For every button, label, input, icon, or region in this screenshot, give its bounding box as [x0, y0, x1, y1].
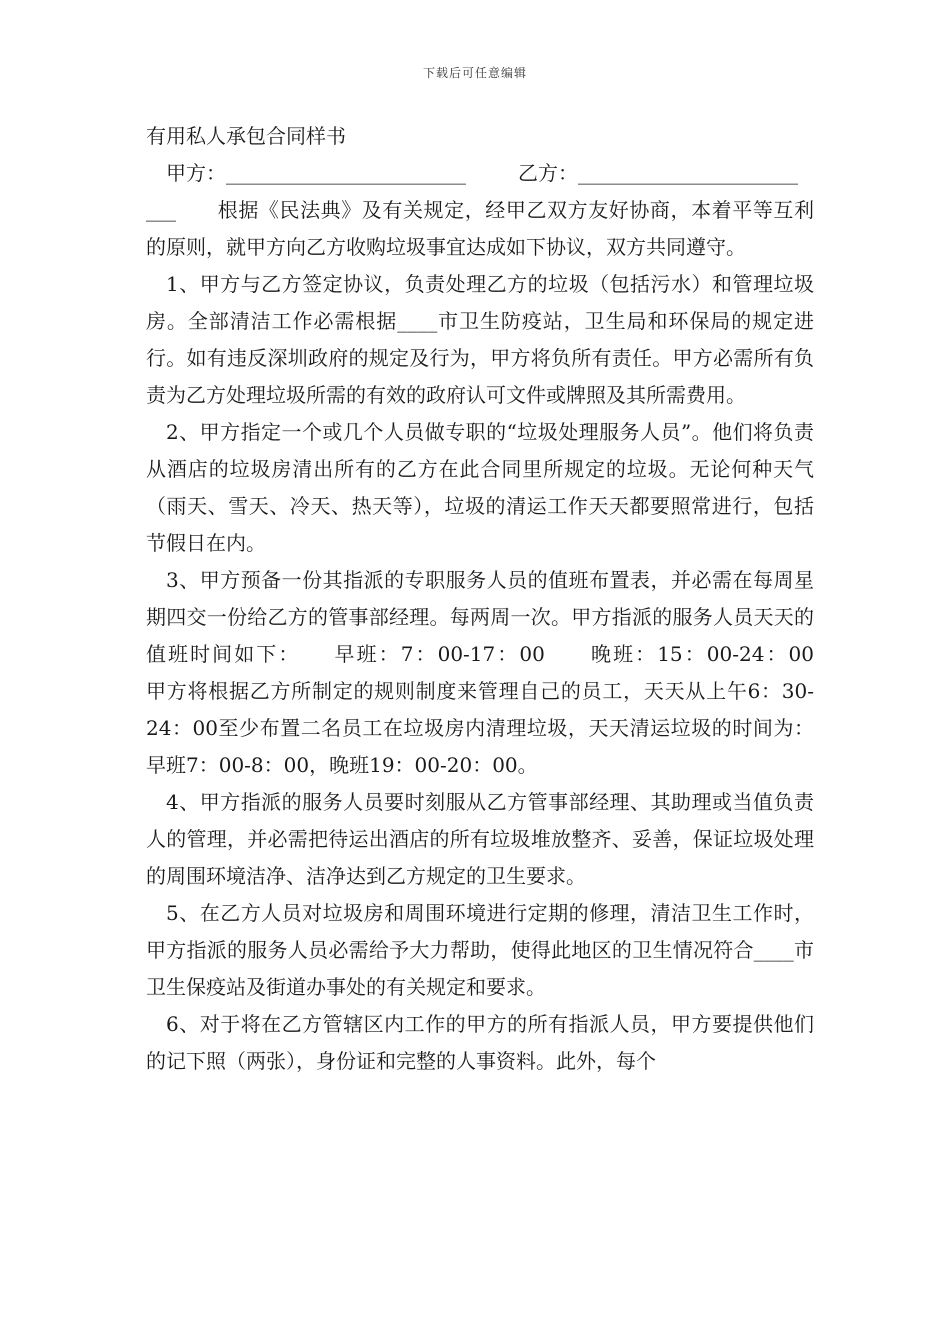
- party-line: [146, 155, 814, 192]
- contract-body: [146, 118, 854, 1080]
- party-a-label: 甲方：: [166, 161, 226, 185]
- document-title: 有用私人承包合同样书: [146, 124, 346, 148]
- clause-4: 4、甲方指派的服务人员要时刻服从乙方管事部经理、其助理或当值负责人的管理，并必需把待运出酒店的所有垃圾堆放整齐、妥善，保证垃圾处理的周围环境洁净、洁净达到乙方规定的卫生要求。: [146, 790, 814, 888]
- page-header-note: 下载后可任意编辑: [422, 66, 527, 80]
- clause-2: 2、甲方指定一个或几个人员做专职的“垃圾处理服务人员”。他们将负责从酒店的垃圾房清出所有的乙方在此合同里所规定的垃圾。无论何种天气（雨天、雪天、冷天、热天等），垃圾的清运工作天天都要照常进行，包括节假日在内。: [146, 420, 814, 555]
- clause-3: 3、甲方预备一份其指派的专职服务人员的值班布置表，并必需在每周星期四交一份给乙方的管事部经理。每两周一次。甲方指派的服务人员天天的值班时间如下： 早班：7：00-17：00 晚班：15：00-24：00 甲方将根据乙方所制定的规则制度来管理自己的员工，天天从上午6：30-24：00至少布置二名员工在垃圾房内清理垃圾，天天清运垃圾的时间为：早班7：00-8：00，晚班19：00-20：00。: [146, 568, 854, 777]
- clause-6: 6、对于将在乙方管辖区内工作的甲方的所有指派人员，甲方要提供他们的记下照（两张），身份证和完整的人事资料。此外，每个: [146, 1012, 814, 1073]
- party-b-label: 乙方：: [518, 161, 578, 185]
- party-a-blank: ________________________: [226, 161, 466, 185]
- intro-paragraph: ___ 根据《民法典》及有关规定，经甲乙双方友好协商，本着平等互利的原则，就甲方向乙方收购垃圾事宜达成如下协议，双方共同遵守。: [146, 198, 814, 259]
- party-b-blank: ______________________: [578, 161, 798, 185]
- clause-5: 5、在乙方人员对垃圾房和周围环境进行定期的修理，清洁卫生工作时，甲方指派的服务人员必需给予大力帮助，使得此地区的卫生情况符合____市卫生保疫站及街道办事处的有关规定和要求。: [146, 901, 814, 999]
- clause-1: 1、甲方与乙方签定协议，负责处理乙方的垃圾（包括污水）和管理垃圾房。全部清洁工作必需根据____市卫生防疫站，卫生局和环保局的规定进行。如有违反深圳政府的规定及行为，甲方将负所有责任。甲方必需所有负责为乙方处理垃圾所需的有效的政府认可文件或牌照及其所需费用。: [146, 272, 814, 407]
